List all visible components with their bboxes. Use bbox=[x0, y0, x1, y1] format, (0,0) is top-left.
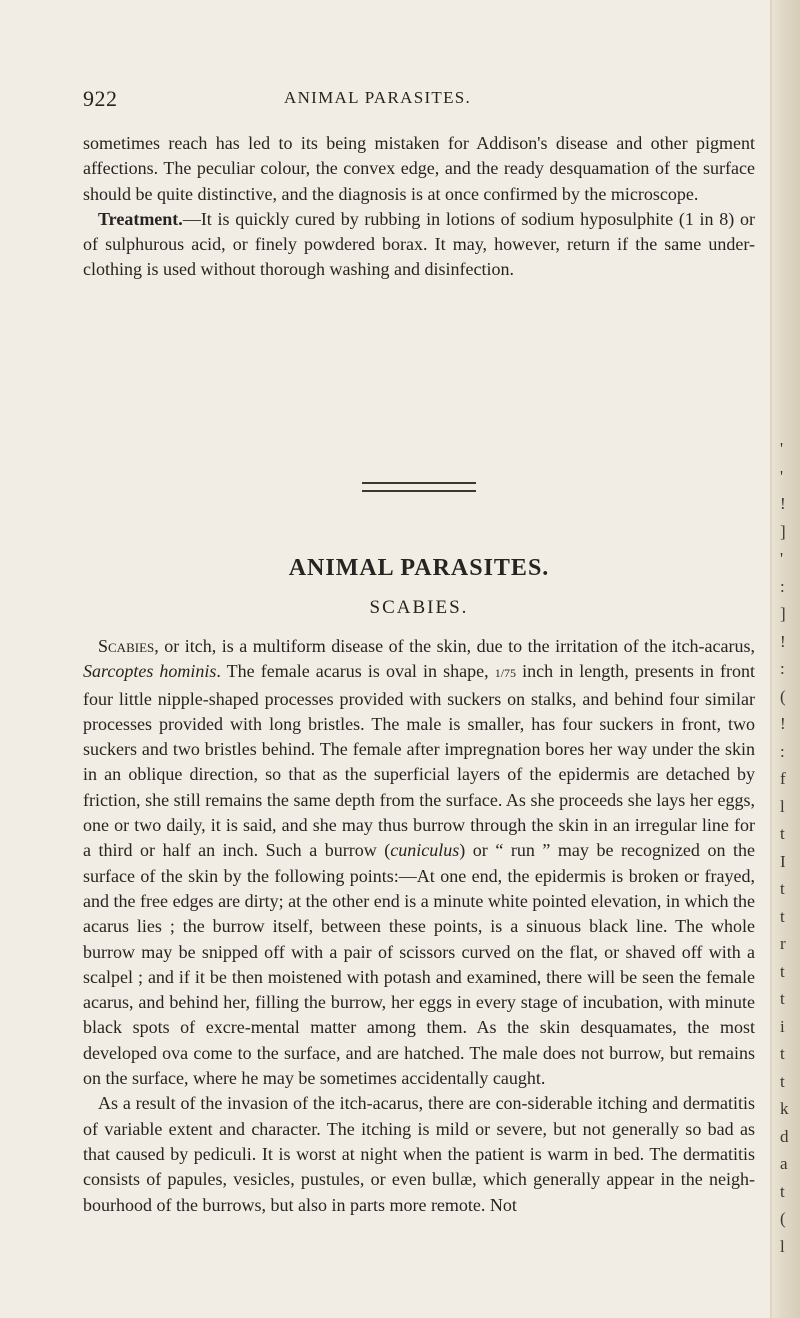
facing-page-margin-char: f bbox=[780, 769, 786, 788]
scabies-text-a: , or itch, is a multiform disease of the skin, due to the irritation of the itch-acarus, bbox=[154, 636, 755, 656]
facing-page-margin-char: i bbox=[780, 1016, 785, 1036]
facing-page-margin-char: ' bbox=[780, 439, 784, 458]
treatment-body: —It is quickly cured by rubbing in lotions of sodium hyposulphite (1 in 8) or of sulphurous acid, or finely powdered borax. It may, however, return if the same under-clothing is used without thorough washing and disinfection. bbox=[83, 208, 755, 280]
facing-page-margin-char: ' bbox=[780, 549, 784, 568]
facing-page-margin-char: ( bbox=[780, 1209, 786, 1228]
addisons-paragraph: sometimes reach has led to its being mistaken for Addison's disease and other pigment affections. The peculiar colour, the convex edge, and the ready desquamation of the surface should be quite distinctive, and the diagnosis is at once confirmed by the microscope. bbox=[83, 133, 755, 204]
facing-page-margin-char: a bbox=[780, 1154, 788, 1173]
facing-page-margin-char: t bbox=[780, 1071, 785, 1091]
facing-page-margin-char: d bbox=[780, 1126, 789, 1146]
running-head bbox=[83, 86, 755, 114]
facing-page-margin-char: k bbox=[780, 1099, 789, 1118]
facing-page-margin-char: ' bbox=[780, 466, 784, 486]
facing-page-margin-char: : bbox=[780, 576, 785, 596]
facing-page-margin-char: : bbox=[780, 741, 785, 761]
scabies-lead: Scabies bbox=[98, 636, 155, 656]
facing-page-margin-char: t bbox=[780, 989, 785, 1008]
top-text-block bbox=[83, 131, 755, 283]
page-number: 922 bbox=[83, 86, 118, 111]
facing-page-margin-char: I bbox=[780, 851, 786, 871]
facing-page-margin-char: l bbox=[780, 1236, 785, 1256]
facing-page-margin-text bbox=[780, 435, 794, 1260]
facing-page-margin-char: l bbox=[780, 796, 785, 816]
species-name: Sarcoptes hominis bbox=[83, 661, 217, 682]
scabies-paragraph-1 bbox=[83, 634, 755, 1091]
facing-page-margin-char: t bbox=[780, 1181, 785, 1201]
treatment-heading: Treatment. bbox=[98, 208, 183, 229]
facing-page-margin-char: t bbox=[780, 1044, 785, 1063]
cuniculus-term: cuniculus bbox=[390, 840, 460, 861]
facing-page-margin-char: ! bbox=[780, 714, 786, 733]
scabies-text-c: inch in length, presents in front four little nipple-shaped processes provided with suckers on stalks, and behind four similar processes provided with long bristles. The male is smaller, has four suckers in front, two suckers and two bristles behind. The female after impregnation bores her way under the skin in an oblique direction, so that as the superficial layers of the epidermis are detached by friction, she still remains the same depth from the surface. As she proceeds she lays her eggs, one or two daily, it is said, and she may thus burrow through the skin in an irregular line for a third or half an inch. Such a burrow ( bbox=[83, 661, 755, 861]
section-title: ANIMAL PARASITES. bbox=[288, 555, 550, 581]
facing-page-margin-char: r bbox=[780, 934, 786, 953]
double-rule bbox=[362, 482, 476, 492]
running-head-title: ANIMAL PARASITES. bbox=[284, 88, 472, 107]
facing-page-margin-char: ( bbox=[780, 686, 786, 706]
facing-page-margin-char: ] bbox=[780, 604, 786, 623]
facing-page-margin-char: t bbox=[780, 906, 785, 926]
facing-page-margin-char: t bbox=[780, 824, 785, 843]
facing-page-margin-char: ! bbox=[780, 494, 786, 513]
facing-page-margin-char: t bbox=[780, 879, 785, 898]
facing-page-margin-char: ! bbox=[780, 631, 786, 651]
facing-page-margin-char: t bbox=[780, 961, 785, 981]
scabies-text-b: . The female acarus is oval in shape, bbox=[216, 661, 495, 682]
size-fraction: 1/75 bbox=[494, 666, 517, 681]
scabies-text-block bbox=[83, 634, 755, 1218]
treatment-paragraph bbox=[83, 207, 755, 283]
facing-page-edge bbox=[772, 0, 800, 1318]
facing-page-margin-char: : bbox=[780, 659, 785, 678]
scabies-text-d: ) or “ run ” may be recognized on the surface of the skin by the following points:—At one end, the epidermis is broken or frayed, and the free edges are dirty; at the other end is a minute white pointed elevation, in which the acarus lies ; the burrow itself, between these points, is a sinuous black line. The whole burrow may be snipped off with a pair of scissors curved on the flat, or shaved off with a scalpel ; and if it be then moistened with potash and examined, there will be seen the female acarus, and behind her, filling the burrow, her eggs in every stage of incubation, with minute black spots of excre-mental matter among them. As the skin desquamates, the most developed ova come to the surface, and are hatched. The male does not burrow, but remains on the surface, where he may be sometimes accidentally caught. bbox=[83, 840, 755, 1089]
facing-page-margin-char: ] bbox=[780, 521, 786, 541]
scabies-paragraph-2: As a result of the invasion of the itch-acarus, there are con-siderable itching and dermatitis of variable extent and character. The itching is mild or severe, but not generally so bad as that caused by pediculi. It is worst at night when the patient is warm in bed. The dermatitis consists of papules, vesicles, pustules, or even bullæ, which generally appear in the neigh-bourhood of the burrows, but also in parts more remote. Not bbox=[83, 1093, 755, 1215]
section-divider bbox=[83, 482, 755, 492]
section-subtitle: SCABIES. bbox=[369, 597, 469, 618]
